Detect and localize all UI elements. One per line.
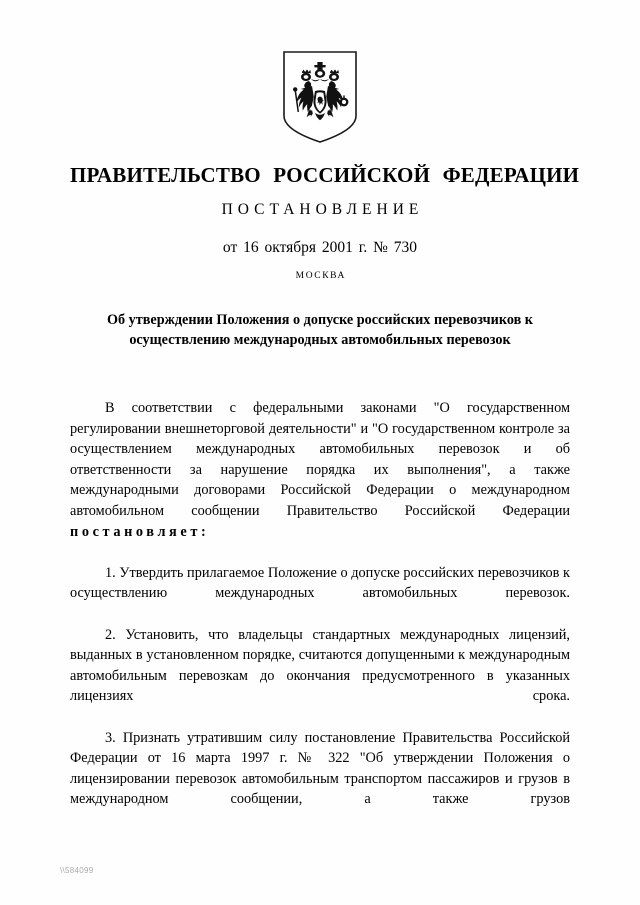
resolution-verb: постановляет:: [70, 523, 210, 540]
organization-title: ПРАВИТЕЛЬСТВО РОССИЙСКОЙ ФЕДЕРАЦИИ: [70, 163, 580, 187]
subject-line-1: Об утверждении Положения о допуске российских перевозчиков к: [107, 312, 533, 328]
russian-coat-of-arms-icon: [282, 50, 358, 144]
document-city: МОСКВА: [295, 271, 346, 282]
preamble-text: В соответствии с федеральными законами "О государственном регулировании внешнеторговой деятельности" и "О государственном контроле за осуществлением международных автомобильных перевозок и об ответственности за нарушение порядка их выполнения", а также международными договорами Российской Федерации о международном автомобильном сообщении Правительство Российской Федерации: [70, 400, 570, 519]
document-body: [70, 398, 570, 830]
document-date-number: от 16 октября 2001 г. № 730: [222, 238, 418, 256]
paragraph-item-1: 1. Утвердить прилагаемое Положение о допуске российских перевозчиков к осуществлению международных автомобильных перевозок.: [70, 564, 570, 602]
scan-code: \\584099: [60, 866, 94, 875]
document-subject: [78, 310, 562, 350]
paragraph-item-3: 3. Признать утратившим силу постановление Правительства Российской Федерации от 16 марта 1997 г. № 322 "Об утверждении Положения о лицензировании перевозок автомобильным транспортом пассажиров и грузов в международном сообщении, а также грузов: [70, 729, 570, 808]
coat-of-arms-container: [0, 50, 640, 144]
subject-line-2: осуществлению международных автомобильных перевозок: [129, 332, 511, 349]
document-header: [70, 163, 580, 283]
document-type: ПОСТАНОВЛЕНИЕ: [221, 201, 424, 219]
paragraph-item-2: 2. Установить, что владельцы стандартных международных лицензий, выданных в установленном порядке, считаются допущенными к международным автомобильным перевозкам до окончания предусмотренного в указанных лицензиях срока.: [70, 626, 570, 705]
paragraph-preamble: [70, 398, 570, 563]
